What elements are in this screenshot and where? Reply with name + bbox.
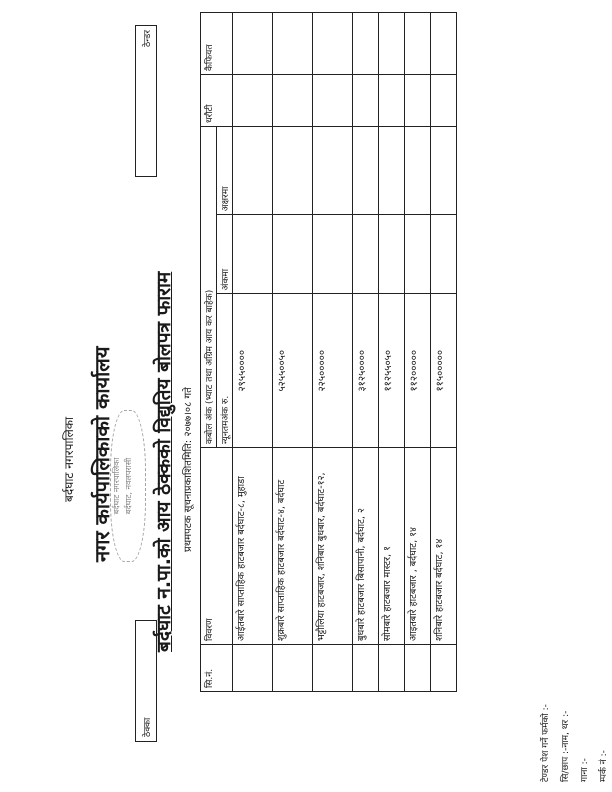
- footer-firm-label: टेण्डर पेश गर्ने फर्मको :-: [541, 704, 551, 782]
- table-row: [233, 13, 273, 692]
- table-row: [353, 13, 379, 692]
- sn-cell: [233, 645, 273, 692]
- figures-cell[interactable]: [405, 215, 431, 294]
- sn-cell: [313, 645, 353, 692]
- desc-cell: शुक्रबारे साप्ताहिक हाटबजार बर्दघाट-४, बर्दघाट: [273, 448, 313, 645]
- words-cell[interactable]: [273, 127, 313, 215]
- notice-line: प्रथमपटक सूचनाप्रकाशितमिति: २०७७।०८ गते: [183, 387, 194, 552]
- deposit-cell[interactable]: [405, 75, 431, 127]
- footer-contact-label: म्पर्क नं :-: [599, 750, 609, 782]
- remarks-cell[interactable]: [431, 13, 457, 75]
- min-cell: ११५०००००: [431, 294, 457, 448]
- header-desc: विवरण: [201, 448, 233, 645]
- remarks-cell[interactable]: [353, 13, 379, 75]
- figures-cell[interactable]: [233, 215, 273, 294]
- sn-cell: [353, 645, 379, 692]
- min-cell: २२५०००००: [313, 294, 353, 448]
- header-min: न्यूनतमअंक रु.: [217, 294, 233, 448]
- remarks-cell[interactable]: [405, 13, 431, 75]
- deposit-cell[interactable]: [313, 75, 353, 127]
- contract-box: [135, 620, 157, 742]
- deposit-cell[interactable]: [273, 75, 313, 127]
- tender-box-label: ठेन्डर: [143, 30, 153, 47]
- min-cell: ११२५५०५०: [379, 294, 405, 448]
- words-cell[interactable]: [405, 127, 431, 215]
- table-row: [273, 13, 313, 692]
- deposit-cell[interactable]: [353, 75, 379, 127]
- header-figures: अंकमा: [217, 215, 233, 294]
- seal-text-1: बर्दघाट नगरपालिका: [112, 457, 121, 515]
- remarks-cell[interactable]: [379, 13, 405, 75]
- deposit-cell[interactable]: [431, 75, 457, 127]
- figures-cell[interactable]: [353, 215, 379, 294]
- sn-cell: [273, 645, 313, 692]
- words-cell[interactable]: [379, 127, 405, 215]
- tender-box: [135, 25, 157, 177]
- deposit-cell[interactable]: [233, 75, 273, 127]
- table-row: [431, 13, 457, 692]
- header-remarks: कैफियत: [201, 13, 233, 75]
- office-seal: [110, 410, 146, 562]
- sn-cell: [405, 645, 431, 692]
- figures-cell[interactable]: [313, 215, 353, 294]
- table-row: [379, 13, 405, 692]
- figures-cell[interactable]: [273, 215, 313, 294]
- words-cell[interactable]: [353, 127, 379, 215]
- min-cell: ११२०००००: [405, 294, 431, 448]
- municipality-name: बर्दघाट नगरपालिका: [62, 416, 76, 502]
- figures-cell[interactable]: [431, 215, 457, 294]
- sn-cell: [431, 645, 457, 692]
- table-row: [313, 13, 353, 692]
- header-bid-group: कबोल अंक (भ्याट तथा अग्रिम आय कर बाहेक): [201, 127, 217, 448]
- remarks-cell[interactable]: [313, 13, 353, 75]
- bid-table: [200, 12, 457, 692]
- office-title: नगर कार्यपालिकाको कार्यालय: [90, 346, 114, 562]
- min-cell: ३१२५००००: [353, 294, 379, 448]
- remarks-cell[interactable]: [233, 13, 273, 75]
- words-cell[interactable]: [233, 127, 273, 215]
- footer-name-label: सि/छाप :-नाम, थर :-: [561, 710, 571, 782]
- desc-cell: सोमबारे हाटबजार मास्टर, १: [379, 448, 405, 645]
- desc-cell: शनिबारे हाटबजार बर्दघाट, १४: [431, 448, 457, 645]
- desc-cell: भट्टौलिया हाटबजार, शनिबार बुधबार, बर्दघाट-१२,: [313, 448, 353, 645]
- remarks-cell[interactable]: [273, 13, 313, 75]
- contract-box-label: ठेक्का: [143, 717, 153, 737]
- header-deposit: धरौटी: [201, 75, 233, 127]
- table-row: [405, 13, 431, 692]
- form-title: बर्दघाट न.पा.को आय ठेक्कको विद्युतिय बोलपत्र फाराम: [153, 271, 175, 652]
- words-cell[interactable]: [313, 127, 353, 215]
- deposit-cell[interactable]: [379, 75, 405, 127]
- desc-cell: आइतबारे हाटबजार , बर्दघाट, १४: [405, 448, 431, 645]
- footer-address-label: गाना :-: [580, 758, 590, 782]
- words-cell[interactable]: [431, 127, 457, 215]
- desc-cell: बुधबारे हाटबजार बिसापानी, बर्दघाट, २: [353, 448, 379, 645]
- min-cell: २९५५००००: [233, 294, 273, 448]
- seal-text-2: बर्दघाट, नवलपरासी: [124, 457, 133, 515]
- sn-cell: [379, 645, 405, 692]
- figures-cell[interactable]: [379, 215, 405, 294]
- desc-cell: आईतबारे साप्ताहिक हाटबजार बर्दघाट-८, मुहाडा: [233, 448, 273, 645]
- header-sn: सि.नं.: [201, 645, 233, 692]
- min-cell: ५२५५००५०: [273, 294, 313, 448]
- header-words: अक्षरमा: [217, 127, 233, 215]
